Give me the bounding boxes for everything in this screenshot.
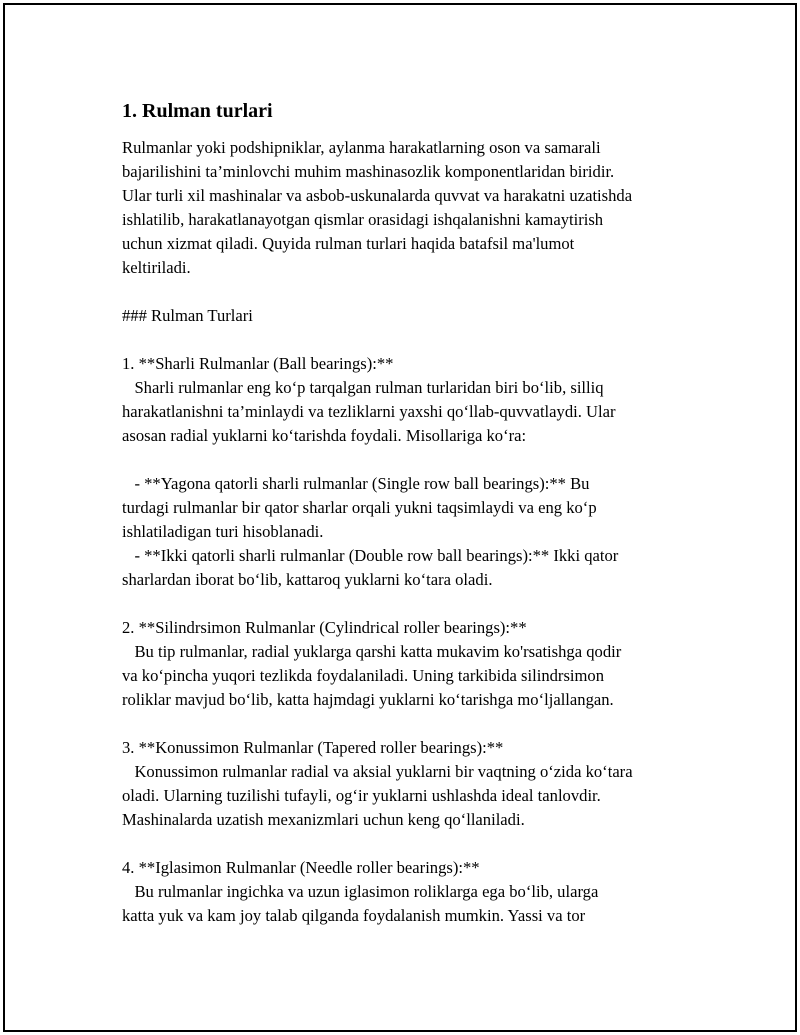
text-line: katta yuk va kam joy talab qilganda foydalanish mumkin. Yassi va tor (122, 906, 586, 925)
text-line: Rulmanlar yoki podshipniklar, aylanma harakatlarning oson va samarali (122, 138, 601, 157)
blank-line (122, 448, 702, 472)
text-line: Ular turli xil mashinalar va asbob-uskunalarda quvvat va harakatni uzatishda (122, 186, 633, 205)
text-line: keltiriladi. (122, 258, 191, 277)
blank-line (122, 832, 702, 856)
text-line: Bu tip rulmanlar, radial yuklarga qarshi katta mukavim ko'rsatishga qodir (122, 642, 622, 661)
document-title: 1. Rulman turlari (122, 100, 273, 122)
text-line: 3. **Konussimon Rulmanlar (Tapered roller bearings):** (122, 738, 504, 757)
text-line: Sharli rulmanlar eng ko‘p tarqalgan rulman turlaridan biri bo‘lib, silliq (122, 378, 604, 397)
text-line: Bu rulmanlar ingichka va uzun iglasimon roliklarga ega bo‘lib, ularga (122, 882, 599, 901)
blank-line (122, 592, 702, 616)
text-line: 4. **Iglasimon Rulmanlar (Needle roller bearings):** (122, 858, 480, 877)
text-line: 1. **Sharli Rulmanlar (Ball bearings):** (122, 354, 394, 373)
document-body (122, 98, 702, 928)
text-line: harakatlanishni ta’minlaydi va tezliklarni yaxshi qo‘llab-quvvatlaydi. Ular (122, 402, 616, 421)
text-line: sharlardan iborat bo‘lib, kattaroq yuklarni ko‘tara oladi. (122, 570, 493, 589)
text-line: - **Yagona qatorli sharli rulmanlar (Single row ball bearings):** Bu (122, 474, 590, 493)
text-line: ### Rulman Turlari (122, 306, 253, 325)
text-line: ishlatiladigan turi hisoblanadi. (122, 522, 324, 541)
text-line: va ko‘pincha yuqori tezlikda foydalaniladi. Uning tarkibida silindrsimon (122, 666, 605, 685)
page-frame (3, 3, 797, 1032)
text-line: Mashinalarda uzatish mexanizmlari uchun keng qo‘llaniladi. (122, 810, 525, 829)
text-line: - **Ikki qatorli sharli rulmanlar (Double row ball bearings):** Ikki qator (122, 546, 619, 565)
text-line: turdagi rulmanlar bir qator sharlar orqali yukni taqsimlaydi va eng ko‘p (122, 498, 597, 517)
text-line: roliklar mavjud bo‘lib, katta hajmdagi yuklarni ko‘tarishga mo‘ljallangan. (122, 690, 614, 709)
text-line: asosan radial yuklarni ko‘tarishda foydali. Misollariga ko‘ra: (122, 426, 527, 445)
document-text (122, 136, 702, 928)
blank-line (122, 328, 702, 352)
blank-line (122, 712, 702, 736)
text-line: bajarilishini ta’minlovchi muhim mashinasozlik komponentlaridan biridir. (122, 162, 615, 181)
text-line: Konussimon rulmanlar radial va aksial yuklarni bir vaqtning o‘zida ko‘tara (122, 762, 633, 781)
text-line: 2. **Silindrsimon Rulmanlar (Cylindrical roller bearings):** (122, 618, 527, 637)
blank-line (122, 280, 702, 304)
text-line: uchun xizmat qiladi. Quyida rulman turlari haqida batafsil ma'lumot (122, 234, 575, 253)
text-line: ishlatilib, harakatlanayotgan qismlar orasidagi ishqalanishni kamaytirish (122, 210, 604, 229)
text-line: oladi. Ularning tuzilishi tufayli, og‘ir yuklarni ushlashda ideal tanlovdir. (122, 786, 601, 805)
